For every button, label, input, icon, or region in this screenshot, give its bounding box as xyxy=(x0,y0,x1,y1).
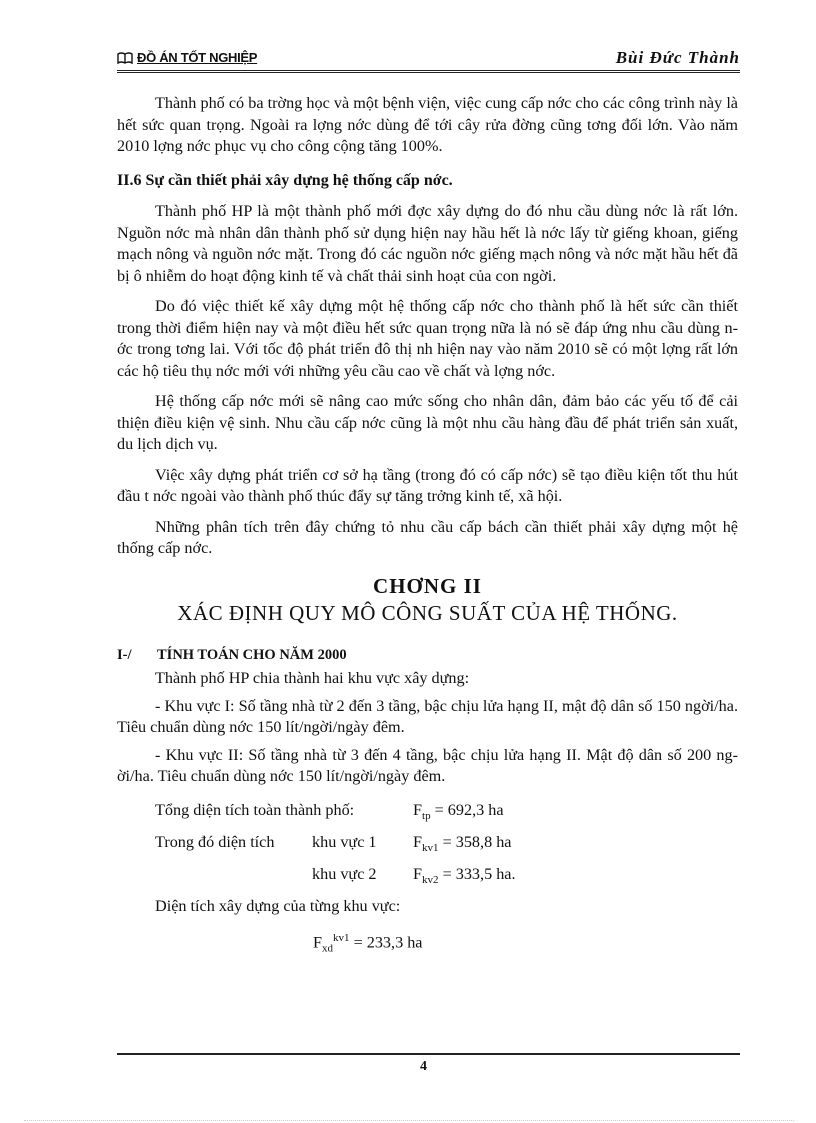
footer-rule xyxy=(117,1053,740,1055)
page-header xyxy=(117,48,740,73)
paragraph: Thành phố HP là một thành phố mới đợc xây dựng do đó nhu cầu dùng nớc là rất lớn. Nguồn nớc mà nhân dân thành phố sử dụng hiện nay hầu hết là nớc lấy từ giếng khoan, giếng mạch nông và nguồn nớc mặt. Trong đó các nguồn nớc giếng mạch nông và nớc mặt hầu hết đã bị ô nhiễm do hoạt động kinh tế và chất thải sinh hoạt của con ngời. xyxy=(117,202,738,285)
total-area-label: Tổng diện tích toàn thành phố: xyxy=(155,800,355,819)
built-area-value: = 233,3 ha xyxy=(353,932,423,951)
paragraph: - Khu vực II: Số tầng nhà từ 3 đến 4 tầng, bậc chịu lửa hạng II. Mật độ dân số 200 ngời/ha. Tiêu chuẩn dùng nớc 150 lít/ngời/ngày đêm. xyxy=(117,745,738,785)
header-title xyxy=(117,50,257,65)
built-area-row xyxy=(117,896,738,918)
paragraph: Những phân tích trên đây chứng tỏ nhu cầu cấp bách cần thiết phải xây dựng một hệ thống cấp nớc. xyxy=(117,517,738,557)
total-area-value: = 692,3 ha xyxy=(434,800,504,819)
paragraph: Việc xây dựng phát triển cơ sở hạ tầng (trong đó có cấp nớc) sẽ tạo điều kiện tốt thu hút đầu t nớc ngoài vào thành phố thúc đẩy sự tăng trởng kinh tế, xã hội. xyxy=(117,465,738,505)
kv2-formula: $F_{kv2} = 333,5$ ha. xyxy=(413,864,516,886)
paragraph: Thành phố HP chia thành hai khu vực xây dựng: xyxy=(155,669,470,687)
section-heading: II.6 Sự cần thiết phải xây dựng hệ thống cấp nớc. xyxy=(117,171,453,189)
page-body xyxy=(117,93,738,956)
paragraph: Thành phố có ba trờng học và một bệnh viện, việc cung cấp nớc cho các công trình này là hết sức quan trọng. Ngoài ra lợng nớc dùng để tới cây rửa đờng cũng tơng đối lớn. Vào năm 2010 lợng nớc phục vụ cho công cộng tăng 100%. xyxy=(117,94,738,155)
kv1-label: khu vực 1 xyxy=(312,832,377,851)
header-title-text: ĐỒ ÁN TỐT NGHIỆP xyxy=(137,50,258,65)
chapter-subtitle: XÁC ĐỊNH QUY MÔ CÔNG SUẤT CỦA HỆ THỐNG. xyxy=(177,601,678,625)
chapter-title: CHƠNG II xyxy=(373,573,482,598)
kv1-formula: $F_{kv1} = 358,8$ ha xyxy=(413,832,512,854)
formula-row-built xyxy=(117,928,738,955)
paragraph: Do đó việc thiết kế xây dựng một hệ thống cấp nớc cho thành phố là hết sức cần thiết trong thời điểm hiện nay và một điều hết sức quan trọng nữa là nó sẽ đáp ứng nhu cầu dùng nớc trong tơng lai. Với tốc độ phát triển đô thị nh hiện nay vào năm 2010 sẽ có một lợng rất lớn các hộ tiêu thụ nớc mới với những yêu cầu cao về chất và lợng nớc. xyxy=(117,297,738,380)
subsection-number: I-/ xyxy=(117,646,132,663)
paragraph: Hệ thống cấp nớc mới sẽ nâng cao mức sống cho nhân dân, đảm bảo các yếu tố để cải thiện điều kiện vệ sinh. Nhu cầu cấp nớc cũng là một nhu cầu hàng đầu để phát triển sản xuất, du lịch dịch vụ. xyxy=(117,392,738,453)
formula-row-kv1 xyxy=(117,832,738,854)
page-edge-dotted-line xyxy=(24,1120,794,1121)
built-area-label: Diện tích xây dựng của từng khu vực: xyxy=(155,896,401,915)
kv2-value: = 333,5 ha. xyxy=(442,864,516,883)
kv1-value: = 358,8 ha xyxy=(442,832,512,851)
in-which-label: Trong đó diện tích xyxy=(155,832,275,851)
book-icon xyxy=(117,52,133,64)
built-area-formula: $F_{xd}^{kv1} = 233,3$ ha xyxy=(313,931,423,955)
formula-row-kv2 xyxy=(117,864,738,886)
total-area-formula: $F_{tp} = 692,3$ ha xyxy=(413,800,504,822)
kv2-label: khu vực 2 xyxy=(312,864,377,883)
formula-row-total xyxy=(117,800,738,822)
subsection-title: TÍNH TOÁN CHO NĂM 2000 xyxy=(157,646,347,663)
header-author: Bùi Đức Thành xyxy=(615,48,740,67)
paragraph: - Khu vực I: Số tầng nhà từ 2 đến 3 tầng, bậc chịu lửa hạng II, mật độ dân số 150 ngời/ha. Tiêu chuẩn dùng nớc 150 lít/ngời/ngày đêm. xyxy=(117,696,738,736)
page-number: 4 xyxy=(420,1059,427,1074)
subsection-heading xyxy=(117,645,738,667)
